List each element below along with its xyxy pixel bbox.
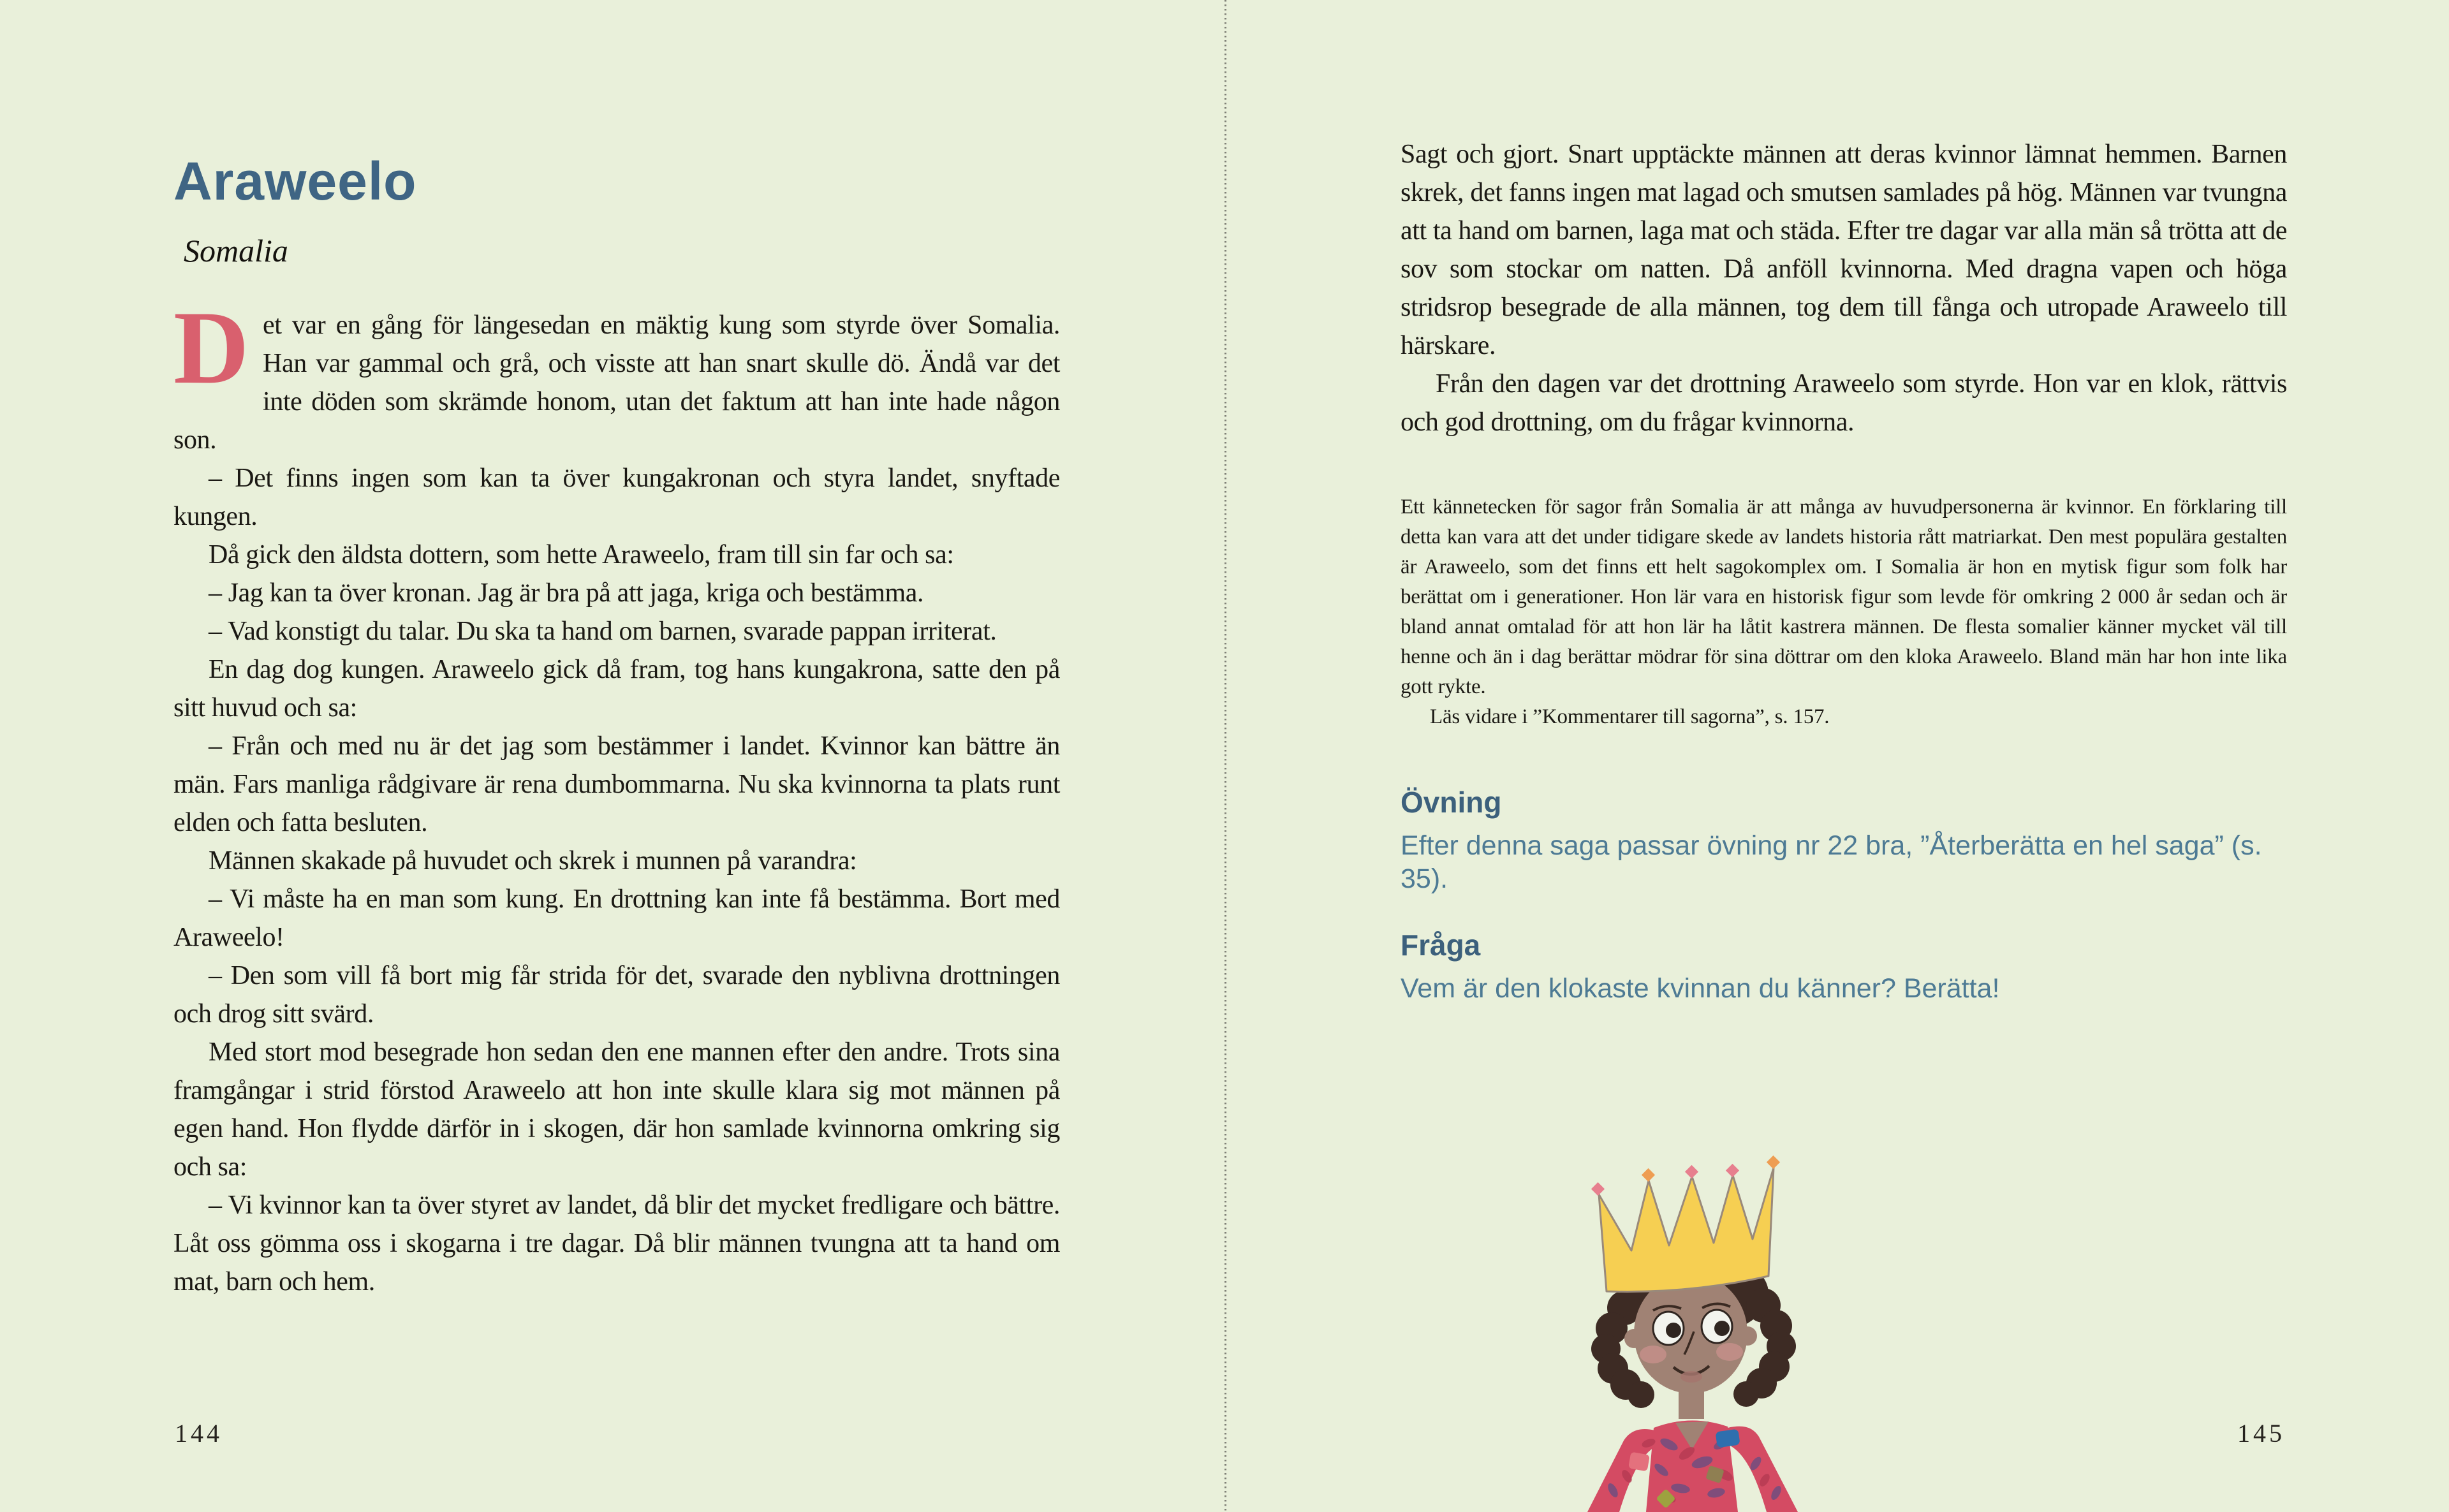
commentary-paragraph-list xyxy=(1401,492,2287,732)
story-paragraph-list-left xyxy=(173,459,1060,1301)
page-number-left: 144 xyxy=(175,1419,223,1448)
page-title: Araweelo xyxy=(173,151,417,211)
story-paragraph-list-right xyxy=(1401,135,2287,441)
dress xyxy=(1587,1420,1798,1512)
section-text-ovning: Efter denna saga passar övning nr 22 bra, ”Återberätta en hel saga” (s. 35). xyxy=(1401,830,2262,894)
dress-spot-pink xyxy=(1628,1452,1650,1472)
section-ovning xyxy=(1401,786,2287,895)
story-paragraph: – Vi måste ha en man som kung. En drottning kan inte få bestämma. Bort med Araweelo! xyxy=(173,884,1060,952)
dress-spot-blue xyxy=(1716,1429,1740,1448)
crown-icon xyxy=(1591,1156,1780,1292)
commentary-paragraph: Läs vidare i ”Kommentarer till sagorna”, s. 157. xyxy=(1430,705,1830,728)
story-paragraph: – Vad konstigt du talar. Du ska ta hand om barnen, svarade pappan irriterat. xyxy=(209,617,997,646)
section-fraga xyxy=(1401,928,2287,1005)
story-paragraph: Med stort mod besegrade hon sedan den ene mannen efter den andre. Trots sina framgångar i strid förstod Araweelo att hon inte skulle klara sig mot männen på egen hand. Hon flydde därför in i skogen, där hon samlade kvinnorna omkring sig och sa: xyxy=(173,1038,1060,1182)
page-gutter-divider xyxy=(1224,0,1226,1512)
section-heading-fraga: Fråga xyxy=(1401,928,1481,962)
section-text-fraga: Vem är den klokaste kvinnan du känner? Berätta! xyxy=(1401,973,2000,1004)
story-paragraph: – Från och med nu är det jag som bestämmer i landet. Kvinnor kan bättre än män. Fars manliga rådgivare är rena dumbommarna. Nu ska kvinnorna ta plats runt elden och fatta besluten. xyxy=(173,731,1060,837)
story-text-left xyxy=(173,290,1060,1301)
commentary-paragraph: Ett kännetecken för sagor från Somalia är att många av huvudpersonerna är kvinnor. En förklaring till detta kan vara att det under tidigare skede av landets historia rått matriarkat. Den mest populära gestalten är Araweelo, som det finns ett helt sagokomplex om. I Somalia är hon en mytisk figur som folk har berättat om i generationer. Hon lär vara en historisk figur som levde för omkring 2 000 år sedan och är bland annat omtalad för att hon lär ha låtit kastrera männen. De flesta somalier känner mycket väl till henne och än i dag berättar mödrar för sina döttrar om den kloka Araweelo. Bland män har hon inte lika gott rykte. xyxy=(1401,495,2287,698)
story-paragraph: – Det finns ingen som kan ta över kungakronan och styra landet, snyftade kungen. xyxy=(173,464,1060,531)
crowned-girl-illustration xyxy=(1566,1143,1825,1512)
page-number-right: 145 xyxy=(2237,1419,2285,1448)
dropcap-letter: D xyxy=(173,290,249,406)
story-paragraph: Sagt och gjort. Snart upptäckte männen att deras kvinnor lämnat hemmen. Barnen skrek, det fanns ingen mat lagad och smutsen samlades på hög. Männen var tvungna att ta hand om barnen, laga mat och städa. Efter tre dagar var alla män så trötta att de sov som stockar om natten. Då anföll kvinnorna. Med dragna vapen och höga stridsrop besegrade de alla männen, tog dem till fånga och utropade Araweelo till härskare. xyxy=(1401,140,2287,360)
story-paragraph: – Jag kan ta över kronan. Jag är bra på att jaga, kriga och bestämma. xyxy=(209,578,924,608)
right-page xyxy=(1401,0,2287,1005)
story-paragraph: Då gick den äldsta dottern, som hette Araweelo, fram till sin far och sa: xyxy=(209,540,954,569)
story-paragraph: – Vi kvinnor kan ta över styret av landet, då blir det mycket fredligare och bättre. Låt oss gömma oss i skogarna i tre dagar. Då blir männen tvungna att ta hand om mat, barn och hem. xyxy=(173,1191,1060,1296)
story-paragraph: – Den som vill få bort mig får strida för det, svarade den nyblivna drottningen och drog sitt svärd. xyxy=(173,961,1060,1029)
story-paragraph: En dag dog kungen. Araweelo gick då fram, tog hans kungakrona, satte den på sitt huvud och sa: xyxy=(173,655,1060,723)
lead-paragraph-text: et var en gång för längesedan en mäktig kung som styrde över Somalia. Han var gammal och grå, och visste att han snart skulle dö. Ändå var det inte döden som skrämde honom, utan det faktum att han inte hade någon son. xyxy=(173,311,1060,455)
story-paragraph-lead xyxy=(173,290,1060,459)
story-text-right xyxy=(1401,0,2287,441)
lower-lip xyxy=(1680,1371,1702,1383)
left-page xyxy=(173,0,1060,1301)
commentary-note xyxy=(1401,492,2287,732)
page-subtitle: Somalia xyxy=(184,233,288,268)
story-paragraph: Från den dagen var det drottning Araweelo som styrde. Hon var en klok, rättvis och god drottning, om du frågar kvinnorna. xyxy=(1401,369,2287,437)
story-paragraph: Männen skakade på huvudet och skrek i munnen på varandra: xyxy=(209,846,857,876)
section-heading-ovning: Övning xyxy=(1401,786,1502,819)
